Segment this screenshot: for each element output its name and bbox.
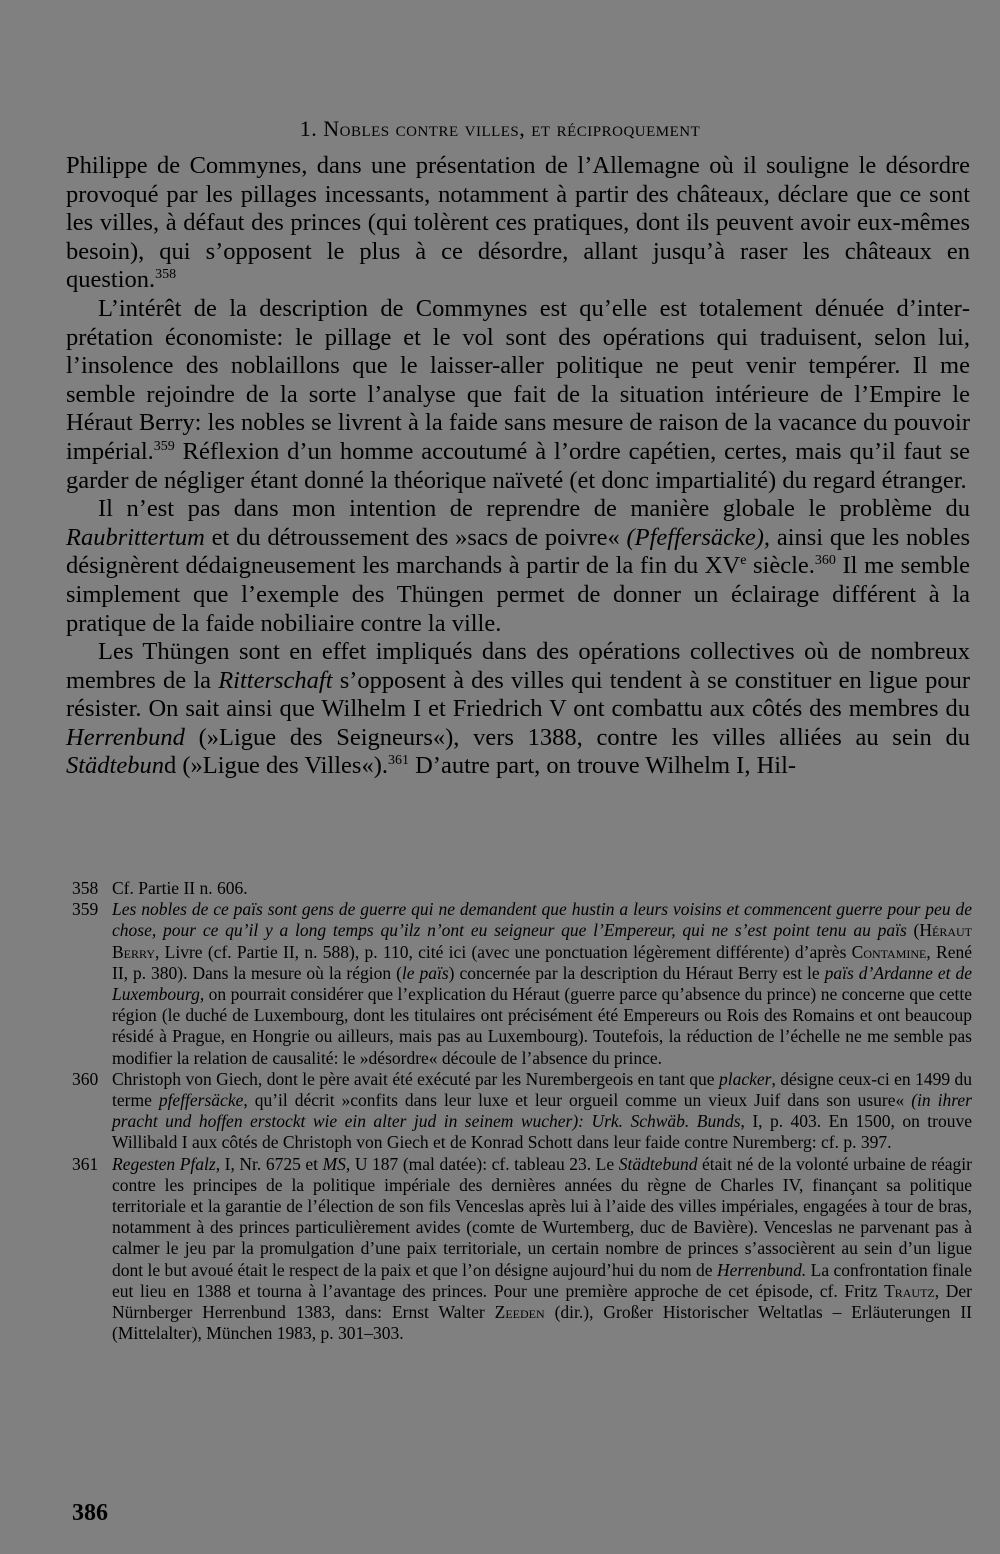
footnote-number: 358 (72, 878, 99, 898)
paragraph-4: Les Thüngen sont en effet impliqués dans des opérations collectives où de nombreux membres de la Ritterschaft s’opposent à des villes qui tendent à se constituer en ligue pour résister. On sait ainsi que Wilhelm I et Friedrich V ont combattu aux côtés des membres du Herrenbund (»Ligue des Seigneurs«), vers 1388, contre les villes alliées au sein du Städtebund (»Ligue des Villes«).$^{361}$ D’autre part, on trouve Wilhelm I, Hil- (66, 638, 970, 780)
footnote-number: 361 (72, 1153, 99, 1174)
footnote-360 (72, 1069, 972, 1154)
main-text (66, 152, 970, 781)
footnote-ref-360: 360 (814, 553, 836, 569)
footnote-number: 359 (72, 899, 99, 920)
footnote-ref-359: 359 (153, 438, 175, 454)
paragraph-1: Philippe de Commynes, dans une présentation de l’Allemagne où il souligne le désordre provoqué par les pillages incessants, notamment à partir des châteaux, déclare que ce sont les villes, à défaut des princes (qui tolèrent ces pratiques, dont ils peuvent avoir eux-mêmes besoin), qui s’opposent le plus à ce désordre, allant jusqu’à raser les châteaux en question.$^{358}$ (66, 152, 970, 294)
footnote-text: Christoph von Giech, dont le père avait été exécuté par les Nurembergeois en tant que placker, désigne ceux-ci en 1499 du terme pfeffersäcke, qu’il décrit »confits dans leur luxe et leur orgueil comme un vieux Juif dans son usure« (in ihrer pracht und hoffen erstockt wie ein alter jud in seinem wucher): Urk. Schwäb. Bunds, I, p. 403. En 1500, on trouve Willibald I aux côtés de Christoph von Giech et de Konrad Schott dans leur faide contre Nuremberg: cf. p. 397. (112, 1068, 973, 1153)
paragraph-3: Il n’est pas dans mon intention de reprendre de manière globale le problème du Raubrittertum et du détroussement des »sacs de poivre« (Pfeffersäcke), ainsi que les nobles désignèrent dédaigneusement les marchands à partir de la fin du XVe siècle.$^{360}$ Il me semble simplement que l’exemple des Thüngen permet de donner un éclairage différent à la pratique de la faide nobiliaire contre la ville. (66, 495, 970, 637)
footnote-359 (72, 899, 972, 1069)
footnote-text: Regesten Pfalz, I, Nr. 6725 et MS, U 187 (mal datée): cf. tableau 23. Le Städtebund était né de la volonté urbaine de réagir contre les principes de la politique impériale des dernières années du règne de Charles IV, finançant sa politique territoriale et la garantie de l’élection de son fils Venceslas après lui à l’aide des villes impériales, engagées à tour de bras, notamment à des princes particulièrement avides (comte de Wurtemberg, duc de Bavière). Venceslas ne parvenant pas à calmer le jeu par la promulgation d’une paix territoriale, un certain nombre de princes s’associèrent au sein d’un ligue dont le but avoué était le respect de la paix et que l’on désigne aujourd’hui du nom de Herrenbund. La confrontation finale eut lieu en 1388 et tourna à l’avantage des princes. Pour une première approche de cet épisode, cf. Fritz Trautz, Der Nürnberger Herrenbund 1383, dans: Ernst Walter Zeeden (dir.), Großer Historischer Weltatlas – Erläuterungen II (Mittelalter), München 1983, p. 301–303. (112, 1153, 973, 1344)
footnote-361 (72, 1154, 972, 1345)
footnote-text: Cf. Partie II n. 606. (112, 878, 248, 898)
footnote-ref-361: 361 (387, 753, 409, 769)
paragraph-2: L’intérêt de la description de Commynes est qu’elle est totalement dénuée d’interprétation économiste: le pillage et le vol sont des opérations qui traduisent, selon lui, l’insolence des noblaillons que le laisser-aller politique ne peut venir tempérer. Il me semble rejoindre de la sorte l’analyse que fait de la situation intérieure de l’Empire le Héraut Berry: les nobles se livrent à la faide sans mesure de raison de la vacance du pouvoir impérial.$^{359}$ Réflexion d’un homme accoutumé à l’ordre capétien, certes, mais qu’il faut se garder de négliger étant donné la théorique naïveté (et donc impartialité) du regard étranger. (66, 294, 970, 494)
footnote-number: 360 (72, 1068, 99, 1089)
footnotes (72, 878, 972, 1344)
section-heading: 1. Nobles contre villes, et réciproquement (299, 116, 701, 141)
century-superscript: e (740, 553, 747, 569)
footnote-text: Les nobles de ce païs sont gens de guerre qui ne demandent que hustin a leurs voisins et commencent guerre pour peu de chose, pour ce qu’il y a long temps qu’ilz n’ont eu seigneur que l’Empereur, qui ne s’est point tenu au païs (Héraut Berry, Livre (cf. Partie II, n. 588), p. 110, cité ici (avec une ponctuation légèrement différente) d’après Contamine, René II, p. 380). Dans la mesure où la région (le païs) concernée par la description du Héraut Berry est le païs d’Ardanne et de Luxembourg, on pourrait considérer que l’explication du Héraut (guerre parce qu’absence du prince) ne concerne que cette région (le duché de Luxembourg, dont les titulaires ont précisément été Empereurs ou Rois des Romains et ont beaucoup résidé à Prague, en Hongrie ou ailleurs, mais pas au Luxembourg). Toutefois, la réduction de l’échelle ne me semble pas modifier la relation de causalité: le »désordre« découle de l’absence du prince. (112, 899, 973, 1068)
footnote-ref-358: 358 (155, 267, 177, 283)
footnote-358 (72, 878, 972, 899)
page-number: 386 (72, 1500, 108, 1526)
